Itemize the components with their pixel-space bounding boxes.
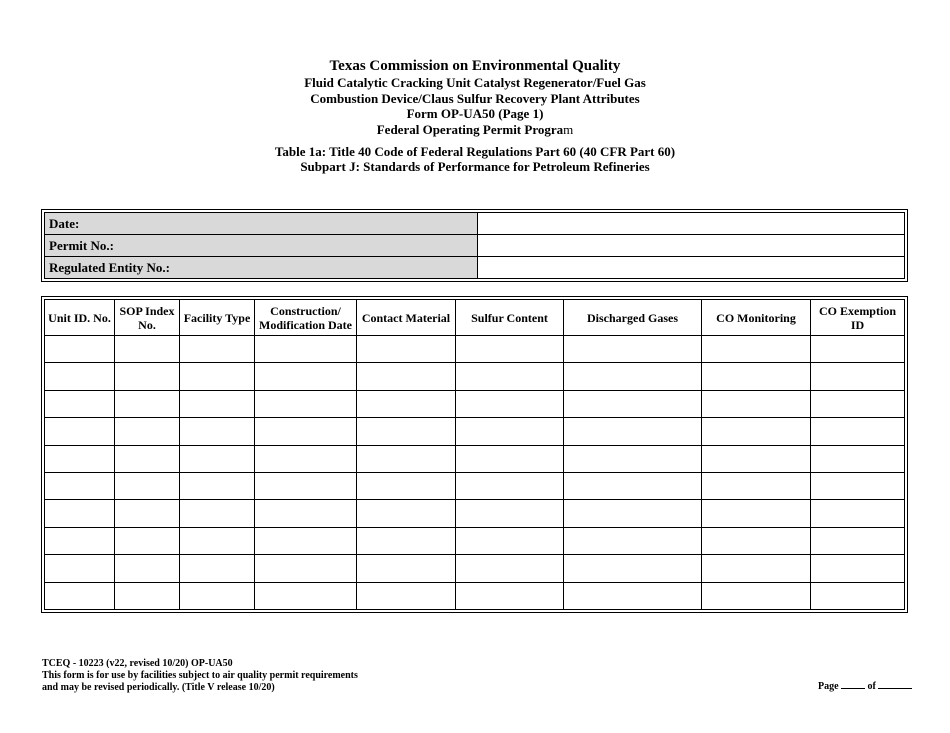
table-cell[interactable] <box>811 418 905 445</box>
table-cell[interactable] <box>180 527 255 554</box>
table-cell[interactable] <box>180 363 255 390</box>
table-row <box>45 500 905 527</box>
table-cell[interactable] <box>357 336 456 363</box>
table-cell[interactable] <box>564 336 702 363</box>
table-cell[interactable] <box>115 390 180 417</box>
table-cell[interactable] <box>456 445 564 472</box>
table-row <box>45 555 905 582</box>
date-field[interactable] <box>478 213 905 235</box>
table-cell[interactable] <box>456 555 564 582</box>
table-cell[interactable] <box>564 363 702 390</box>
footer-note-line-1: This form is for use by facilities subject to air quality permit requirements <box>42 670 358 681</box>
table-cell[interactable] <box>564 472 702 499</box>
column-header-co-monitoring: CO Monitoring <box>702 300 811 336</box>
table-cell[interactable] <box>702 418 811 445</box>
table-cell[interactable] <box>564 555 702 582</box>
page-total-field[interactable] <box>878 680 912 689</box>
table-cell[interactable] <box>702 555 811 582</box>
table-cell[interactable] <box>357 527 456 554</box>
table-row <box>45 582 905 609</box>
program-name <box>0 122 950 138</box>
column-header-unit-id: Unit ID. No. <box>45 300 115 336</box>
table-cell[interactable] <box>115 500 180 527</box>
form-number: Form OP-UA50 (Page 1) <box>406 106 544 121</box>
table-cell[interactable] <box>45 500 115 527</box>
table-cell[interactable] <box>702 527 811 554</box>
table-cell[interactable] <box>255 582 357 609</box>
table-cell[interactable] <box>456 500 564 527</box>
page-label: Page <box>818 681 839 692</box>
table-cell[interactable] <box>115 418 180 445</box>
regulated-entity-label: Regulated Entity No.: <box>45 257 478 279</box>
table-cell[interactable] <box>255 500 357 527</box>
table-cell[interactable] <box>811 445 905 472</box>
table-cell[interactable] <box>45 555 115 582</box>
table-cell[interactable] <box>115 527 180 554</box>
table-cell[interactable] <box>357 363 456 390</box>
table-cell[interactable] <box>45 582 115 609</box>
table-title-line-1: Table 1a: Title 40 Code of Federal Regulations Part 60 (40 CFR Part 60) <box>274 144 676 159</box>
program-name-tail: m <box>563 121 574 137</box>
column-header-facility-type: Facility Type <box>180 300 255 336</box>
form-title-line-3: Combustion Device/Claus Sulfur Recovery Plant Attributes <box>310 90 640 106</box>
form-footer <box>42 658 358 694</box>
table-cell[interactable] <box>811 472 905 499</box>
column-header-contact-material: Contact Material <box>357 300 456 336</box>
column-header-sop-index: SOP Index No. <box>115 300 180 336</box>
table-cell[interactable] <box>115 472 180 499</box>
column-header-discharged-gases: Discharged Gases <box>564 300 702 336</box>
date-label: Date: <box>45 213 478 235</box>
table-cell[interactable] <box>564 445 702 472</box>
table-row <box>45 418 905 445</box>
permit-no-label: Permit No.: <box>45 235 478 257</box>
table-cell[interactable] <box>255 472 357 499</box>
of-label: of <box>867 681 876 692</box>
attributes-table <box>41 296 908 613</box>
table-cell[interactable] <box>357 500 456 527</box>
table-cell[interactable] <box>255 445 357 472</box>
table-cell[interactable] <box>255 527 357 554</box>
table-cell[interactable] <box>811 527 905 554</box>
table-cell[interactable] <box>456 336 564 363</box>
table-cell[interactable] <box>255 418 357 445</box>
table-row <box>45 527 905 554</box>
table-cell[interactable] <box>180 472 255 499</box>
permit-no-field[interactable] <box>478 235 905 257</box>
table-cell[interactable] <box>255 555 357 582</box>
form-header <box>0 58 950 137</box>
table-cell[interactable] <box>456 582 564 609</box>
table-cell[interactable] <box>115 445 180 472</box>
table-cell[interactable] <box>456 472 564 499</box>
table-cell[interactable] <box>811 363 905 390</box>
table-cell[interactable] <box>255 363 357 390</box>
table-cell[interactable] <box>45 445 115 472</box>
table-cell[interactable] <box>357 555 456 582</box>
table-cell[interactable] <box>45 336 115 363</box>
table-cell[interactable] <box>811 390 905 417</box>
table-cell[interactable] <box>564 390 702 417</box>
table-cell[interactable] <box>357 418 456 445</box>
table-cell[interactable] <box>45 390 115 417</box>
table-cell[interactable] <box>180 418 255 445</box>
footer-form-id: TCEQ - 10223 (v22, revised 10/20) OP-UA50 <box>42 658 233 669</box>
page-number <box>818 680 912 693</box>
agency-title: Texas Commission on Environmental Quality <box>329 58 621 74</box>
table-cell[interactable] <box>45 418 115 445</box>
table-cell[interactable] <box>456 418 564 445</box>
table-cell[interactable] <box>564 500 702 527</box>
table-cell[interactable] <box>255 336 357 363</box>
table-cell[interactable] <box>811 336 905 363</box>
table-cell[interactable] <box>702 500 811 527</box>
table-cell[interactable] <box>564 418 702 445</box>
form-title-line-2: Fluid Catalytic Cracking Unit Catalyst Regenerator/Fuel Gas <box>304 75 646 90</box>
table-row <box>45 363 905 390</box>
table-cell[interactable] <box>180 500 255 527</box>
table-cell[interactable] <box>45 472 115 499</box>
regulated-entity-field[interactable] <box>478 257 905 279</box>
table-cell[interactable] <box>115 555 180 582</box>
table-cell[interactable] <box>702 582 811 609</box>
table-cell[interactable] <box>357 472 456 499</box>
header-row <box>45 300 905 336</box>
column-header-co-exemption-id: CO Exemption ID <box>811 300 905 336</box>
table-row <box>45 336 905 363</box>
table-cell[interactable] <box>702 363 811 390</box>
table-cell[interactable] <box>180 555 255 582</box>
table-cell[interactable] <box>180 582 255 609</box>
table-cell[interactable] <box>180 445 255 472</box>
table-row <box>45 390 905 417</box>
table-cell[interactable] <box>357 582 456 609</box>
date-row <box>45 213 905 235</box>
table-cell[interactable] <box>811 500 905 527</box>
table-cell[interactable] <box>255 390 357 417</box>
table-cell[interactable] <box>456 363 564 390</box>
table-row <box>45 472 905 499</box>
table-row <box>45 445 905 472</box>
table-cell[interactable] <box>811 555 905 582</box>
page-number-field[interactable] <box>841 680 865 689</box>
table-cell[interactable] <box>702 445 811 472</box>
table-cell[interactable] <box>115 363 180 390</box>
table-cell[interactable] <box>115 582 180 609</box>
table-cell[interactable] <box>357 390 456 417</box>
table-cell[interactable] <box>702 336 811 363</box>
footer-note-line-2: and may be revised periodically. (Title V release 10/20) <box>42 682 275 693</box>
table-cell[interactable] <box>45 363 115 390</box>
table-title-line-2: Subpart J: Standards of Performance for Petroleum Refineries <box>300 159 650 174</box>
table-cell[interactable] <box>702 472 811 499</box>
table-cell[interactable] <box>456 527 564 554</box>
table-title <box>0 144 950 174</box>
table-cell[interactable] <box>45 527 115 554</box>
table-cell[interactable] <box>456 390 564 417</box>
table-cell[interactable] <box>702 390 811 417</box>
permit-row <box>45 235 905 257</box>
table-cell[interactable] <box>180 336 255 363</box>
column-header-sulfur-content: Sulfur Content <box>456 300 564 336</box>
column-header-construction-date: Construction/ Modification Date <box>255 300 357 336</box>
info-table <box>41 209 908 282</box>
table-cell[interactable] <box>115 336 180 363</box>
table-cell[interactable] <box>811 582 905 609</box>
table-cell[interactable] <box>357 445 456 472</box>
table-cell[interactable] <box>180 390 255 417</box>
program-name-main: Federal Operating Permit Progra <box>376 121 564 137</box>
table-cell[interactable] <box>564 582 702 609</box>
regulated-entity-row <box>45 257 905 279</box>
table-cell[interactable] <box>564 527 702 554</box>
